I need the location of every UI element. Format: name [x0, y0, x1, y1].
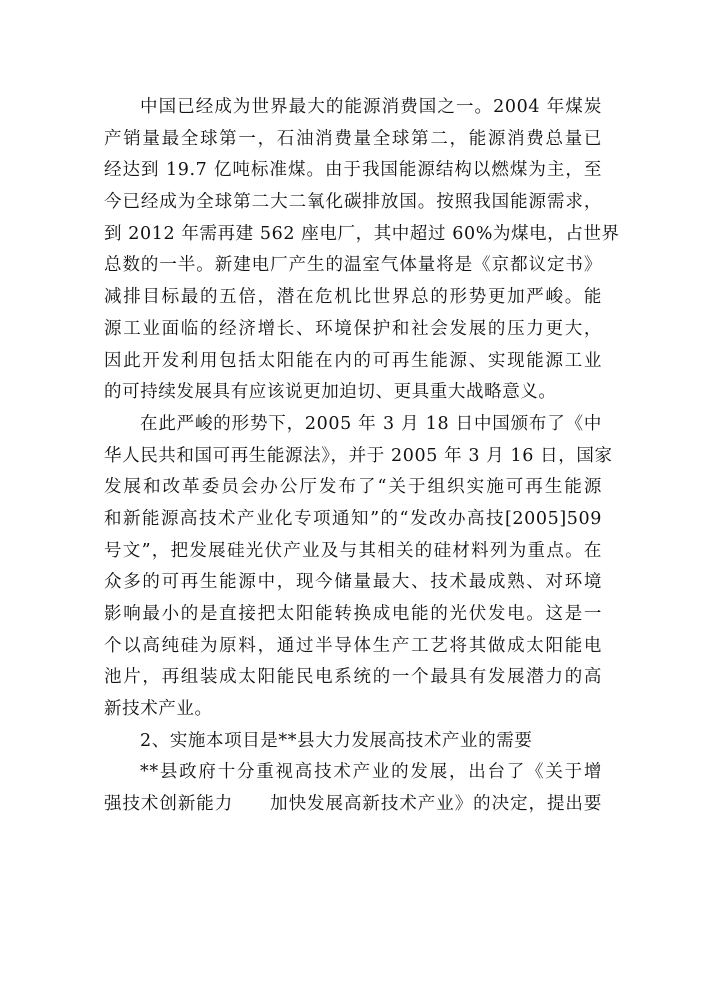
paragraph-line: 华人民共和国可再生能源法》，并于 2005 年 3 月 16 日，国家 — [104, 445, 613, 466]
paragraph-line: 今已经成为全球第二大二氧化碳排放国。按照我国能源需求， — [104, 192, 602, 213]
paragraph-line: 到 2012 年需再建 562 座电厂，其中超过 60%为煤电，占世界 — [104, 223, 620, 244]
paragraph-line: 发展和改革委员会办公厅发布了“关于组织实施可再生能源 — [104, 477, 602, 498]
paragraph-line: 强技术创新能力 加快发展高新技术产业》的决定，提出要 — [104, 794, 602, 815]
paragraph-line: 影响最小的是直接把太阳能转换成电能的光伏发电。这是一 — [104, 604, 602, 624]
paragraph-line: 因此开发利用包括太阳能在内的可再生能源、实现能源工业 — [104, 350, 602, 371]
paragraph-line: 减排目标最的五倍，潜在危机比世界总的形势更加严峻。能 — [104, 287, 602, 308]
paragraph-line: 号文”，把发展硅光伏产业及与其相关的硅材料列为重点。在 — [104, 540, 602, 561]
paragraph-line: 总数的一半。新建电厂产生的温室气体量将是《京都议定书》 — [104, 255, 602, 276]
paragraph-line: 和新能源高技术产业化专项通知”的“发改办高技[2005]509 — [104, 508, 602, 529]
body-text — [104, 92, 620, 821]
paragraph-line: 的可持续发展具有应该说更加迫切、更具重大战略意义。 — [104, 382, 557, 403]
paragraph-line: 经达到 19.7 亿吨标准煤。由于我国能源结构以燃煤为主，至 — [104, 160, 602, 181]
paragraph-line: 产销量最全球第一，石油消费量全球第二，能源消费总量已 — [104, 128, 602, 149]
section-heading: 2、实施本项目是**县大力发展高技术产业的需要 — [140, 730, 533, 751]
paragraph-line: 众多的可再生能源中，现今储量最大、技术最成熟、对环境 — [104, 572, 602, 593]
paragraph-line: 新技术产业。 — [104, 699, 213, 720]
paragraph-line: 在此严峻的形势下，2005 年 3 月 18 日中国颁布了《中 — [140, 413, 602, 434]
paragraph-line: 个以高纯硅为原料，通过半导体生产工艺将其做成太阳能电 — [104, 635, 602, 656]
paragraph-line: 中国已经成为世界最大的能源消费国之一。2004 年煤炭 — [140, 97, 602, 117]
paragraph-line: 源工业面临的经济增长、环境保护和社会发展的压力更大， — [104, 318, 602, 339]
paragraph-line: **县政府十分重视高技术产业的发展，出台了《关于增 — [140, 762, 602, 783]
paragraph-line: 池片，再组装成太阳能民电系统的一个最具有发展潜力的高 — [104, 667, 602, 688]
